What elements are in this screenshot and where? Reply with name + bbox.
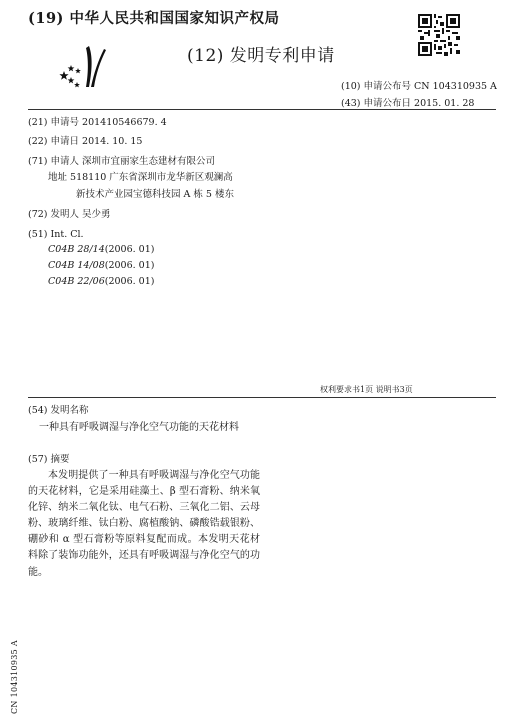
ipc-class-2: C04B 14/08(2006. 01): [48, 260, 155, 271]
address-line-1: 地址 518110 广东省深圳市龙华新区观澜高: [48, 172, 233, 183]
applicant: (71) 申请人 深圳市宜丽家生态建材有限公司: [28, 156, 216, 167]
title-label: (54) 发明名称: [28, 405, 89, 416]
invention-title: 一种具有呼吸调湿与净化空气功能的天花材料: [39, 422, 239, 433]
pages-info: 权利要求书1页 说明书3页: [320, 385, 413, 394]
abstract-label: (57) 摘要: [28, 454, 70, 465]
section-rule: [28, 397, 496, 398]
address-line-2: 新技术产业园宝德科技园 A 栋 5 楼东: [76, 189, 234, 200]
ipc-class-1: C04B 28/14(2006. 01): [48, 244, 155, 255]
cnipa-emblem: [56, 44, 112, 88]
office-title: (19) 中华人民共和国国家知识产权局: [28, 10, 280, 27]
ipc-class-3: C04B 22/06(2006. 01): [48, 276, 155, 287]
publication-number: (10) 申请公布号 CN 104310935 A: [341, 81, 497, 92]
application-number: (21) 申请号 201410546679. 4: [28, 117, 167, 128]
publication-date: (43) 申请公布日 2015. 01. 28: [341, 98, 475, 109]
side-publication-number: CN 104310935 A: [10, 640, 19, 714]
abstract-text: 本发明提供了一种具有呼吸调湿与净化空气功能的天花材料，它是采用硅藻土、β 型石膏粉、纳米氧化锌、纳米二氧化钛、电气石粉、三氧化二铝、云母粉、玻璃纤维、钛白粉、腐植酸钠、磷酸锆载银粉、硼砂和 α 型石膏粉等原料复配而成。本发明天花材料除了装饰功能外，还具有呼吸调湿与净化空气的功能。: [28, 470, 260, 578]
qr-code: [418, 14, 460, 56]
int-cl-label: (51) Int. Cl.: [28, 229, 84, 240]
document-type: (12) 发明专利申请: [187, 46, 335, 66]
application-date: (22) 申请日 2014. 10. 15: [28, 136, 143, 147]
inventor: (72) 发明人 吴少勇: [28, 209, 111, 220]
header-rule: [28, 109, 496, 110]
